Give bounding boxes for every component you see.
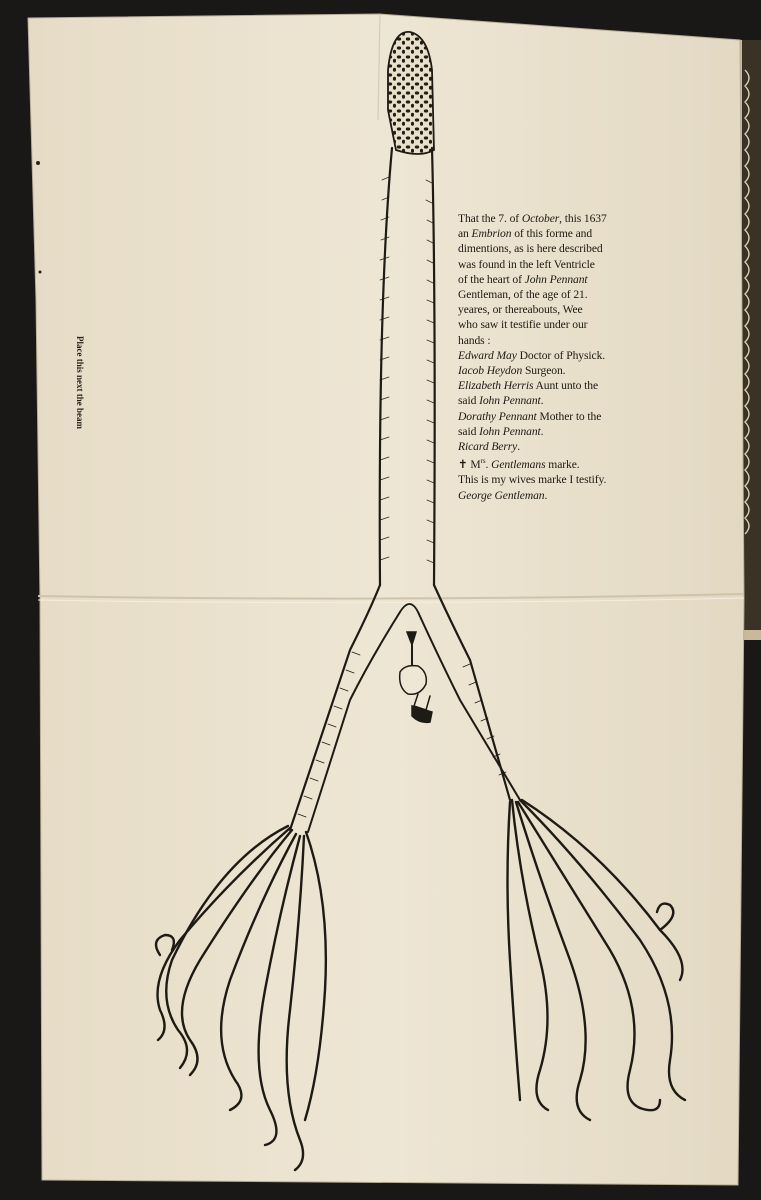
inscription-line: said Iohn Pennant. <box>458 424 544 438</box>
inscription-line: Dorathy Pennant Mother to the <box>458 409 602 423</box>
inscription-line: was found in the left Ventricle <box>458 257 595 271</box>
inscription-line: dimentions, as is here described <box>458 242 603 256</box>
paper-sheet <box>28 14 744 1185</box>
inscription-line: Elizabeth Herris Aunt unto the <box>458 379 598 393</box>
inscription-line: said Iohn Pennant. <box>458 394 544 408</box>
inscription-line: Iacob Heydon Surgeon. <box>458 364 566 378</box>
inscription-line: Gentleman, of the age of 21. <box>458 288 588 302</box>
inscription-line: That the 7. of October, this 1637 <box>458 212 607 225</box>
spotted-cap <box>388 32 434 154</box>
inscription-line: This is my wives marke I testify. <box>458 473 607 487</box>
inscription-line: of the heart of John Pennant <box>458 272 588 286</box>
inscription-line: who saw it testifie under our <box>458 318 588 332</box>
inscription-line: Ricard Berry. <box>458 440 521 454</box>
inscription-line: Edward May Doctor of Physick. <box>458 348 606 362</box>
inscription-line: hands : <box>458 333 491 347</box>
margin-note: Place this next the beam <box>75 336 85 429</box>
inscription-line: George Gentleman. <box>458 488 548 502</box>
inscription-line: an Embrion of this forme and <box>458 227 593 241</box>
inscription-line: yeares, or thereabouts, Wee <box>458 303 583 317</box>
inscription-text <box>458 211 720 503</box>
inscription-line: ✝ $M^{rs}$. Gentlemans marke. <box>458 457 580 472</box>
